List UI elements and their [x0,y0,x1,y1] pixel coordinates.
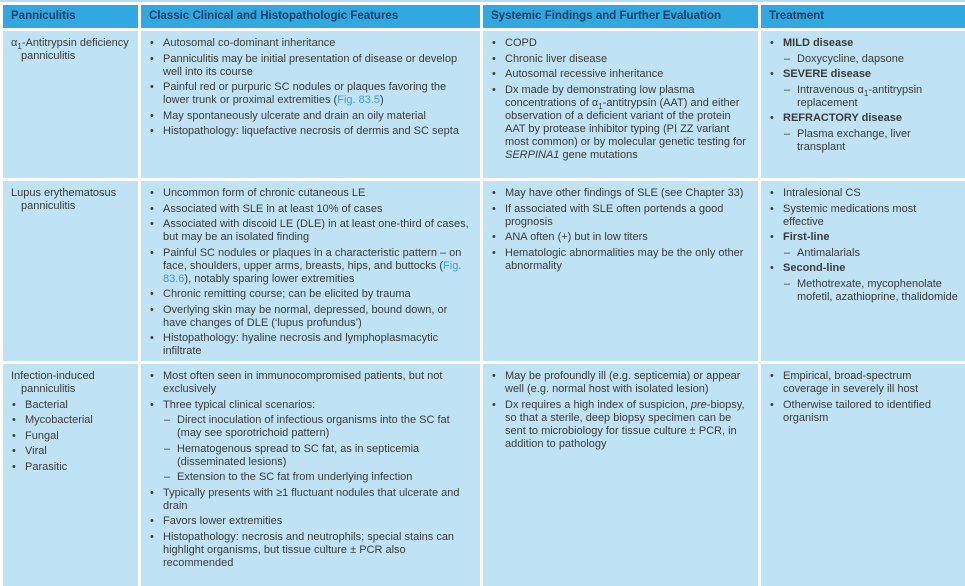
text-run: -antitrypsin (AAT) and either observation of a deficient variant of the protein AAT by protease inhibitor typing (PI ZZ variant most common) or by molecular genetic testing for [505,96,746,148]
item-text [505,68,663,80]
bullet-marker: • [12,429,16,442]
dash-marker: – [164,442,171,455]
item-text [177,414,450,439]
item-text [783,231,829,243]
row1-clinical-cell [141,31,480,178]
item-text [505,37,537,49]
bullet-marker: • [150,52,154,65]
bullet-marker: • [150,81,154,93]
bullet-item [11,461,132,474]
bullet-item [491,37,752,50]
row3-systemic-cell [483,364,758,586]
item-text [177,443,419,468]
row1-treatment-cell [761,31,965,178]
text-run: 1 [598,101,603,111]
bullet-item [491,399,752,451]
item-text [783,187,861,199]
sub-item [769,128,959,154]
text-run: α [11,37,18,49]
item-text [163,125,459,137]
dash-marker: – [164,471,171,483]
text-run: -biopsy, so that a sterile, deep biopsy specimen can be sent to microbiology for tissue culture ± PCR, in addition to pathology [505,398,745,450]
bullet-marker: • [492,231,496,243]
text-run: Extension to the SC fat from underlying infection [177,471,413,483]
bullet-marker: • [150,218,154,230]
text-run: Hematogenous spread to SC fat, as in septicemia (disseminated lesions) [177,442,420,468]
dash-marker: – [784,277,791,290]
bullet-marker: • [770,262,774,274]
item-text [163,370,442,395]
item-text [163,203,383,215]
bullet-item [11,445,132,458]
text-run: Infection-induced panniculitis [11,370,95,395]
item-text [797,53,904,65]
item-text [163,515,282,527]
bullet-marker: • [492,37,496,49]
item-text [505,84,746,161]
column-header-systemic-findings: Systemic Findings and Further Evaluation [483,5,758,28]
row-label-text [11,187,132,213]
bullet-item [149,487,474,513]
bullet-marker: • [492,246,496,259]
item-text [163,81,446,106]
bullet-marker: • [492,187,496,199]
item-text [177,471,412,483]
text-run: Doxycycline, dapsone [797,52,905,65]
bullet-item [149,531,474,570]
text-run: Antimalarials [797,246,860,259]
bullet-item [491,231,752,244]
text-run: Plasma exchange, liver transplant [797,127,911,153]
item-text [505,247,743,272]
item-text [505,370,740,395]
item-text [505,187,743,199]
text-run: Empirical, broad-spectrum coverage in severely ill host [783,370,919,395]
bullet-marker: • [150,202,154,215]
figure-link[interactable]: Fig. 83.6 [163,259,462,285]
item-text [783,68,871,80]
row3-label-cell [3,364,138,586]
bullet-item [769,203,959,229]
bullet-marker: • [150,530,154,543]
bullet-item [491,203,752,229]
item-text [505,53,607,65]
sub-item [769,53,959,66]
item-text [783,399,931,424]
bullet-item [149,187,474,200]
item-text [163,304,447,329]
item-text [163,187,365,199]
bullet-marker: • [150,125,154,137]
item-text [797,247,860,259]
bullet-item [149,370,474,396]
bullet-marker: • [492,370,496,382]
bullet-item [149,247,474,286]
item-text [163,110,426,122]
item-text [505,231,648,243]
item-text [163,247,461,285]
text-run: Lupus erythematosus panniculitis [11,187,117,212]
dash-marker: – [784,127,791,140]
text-run: Overlying skin may be normal, depressed, bound down, or have changes of DLE (‘lupus profundus’) [163,303,448,329]
bullet-marker: • [12,445,16,457]
bullet-item [769,231,959,244]
item-text [783,262,845,274]
bullet-marker: • [150,332,154,344]
sub-item [149,443,474,469]
item-text [163,399,315,411]
item-text [25,445,47,457]
bullet-marker: • [770,398,774,411]
text-run: May have other findings of SLE (see Chapter 33) [505,187,744,199]
text-run: Intravenous α [797,83,864,96]
bullet-item [11,399,132,412]
bullet-item [149,125,474,138]
bullet-marker: • [770,37,774,49]
text-run: gene mutations [559,148,638,161]
text-run: May spontaneously ulcerate and drain an oily material [163,109,426,122]
text-run: Uncommon form of chronic cutaneous LE [163,187,366,199]
bullet-marker: • [150,109,154,122]
bullet-item [769,370,959,396]
dash-marker: – [784,83,791,96]
text-run: 1 [863,88,869,98]
row2-clinical-cell [141,181,480,361]
bullet-marker: • [150,515,154,527]
bullet-marker: • [150,370,154,382]
text-run: Mycobacterial [25,414,93,426]
bullet-marker: • [150,288,154,300]
text-run: Viral [25,445,47,457]
bullet-marker: • [492,68,496,80]
text-run: Second-line [783,262,846,274]
text-run: Methotrexate, mycophenolate mofetil, azathioprine, thalidomide [797,277,958,303]
bullet-item [491,53,752,66]
bullet-item [149,203,474,216]
text-run: Hematologic abnormalities may be the only other abnormality [505,246,744,272]
text-run: ) [380,94,384,106]
bullet-item [769,112,959,125]
text-run: COPD [505,37,537,49]
sub-item [149,471,474,484]
text-run: Histopathology: liquefactive necrosis of dermis and SC septa [163,125,459,137]
item-text [163,531,454,569]
sub-item [769,84,959,110]
text-run: Histopathology: necrosis and neutrophils; special stains can highlight organisms, but tissue culture ± PCR also recommended [163,530,455,569]
row1-systemic-cell [483,31,758,178]
bullet-item [11,414,132,427]
item-text [783,203,916,228]
sub-item [149,414,474,440]
bullet-marker: • [492,202,496,215]
text-run: Dx made by demonstrating low plasma concentrations of α [505,83,695,109]
bullet-item [491,84,752,162]
item-text [25,399,68,411]
text-run: 1 [17,42,22,52]
dash-marker: – [164,414,171,426]
text-run: Histopathology: hyaline necrosis and lymphoplasmacytic infiltrate [163,332,439,357]
bullet-item [149,288,474,301]
text-run: May be profoundly ill (e.g. septicemia) or appear well (e.g. normal host with isolated lesion) [505,370,741,395]
bullet-item [491,187,752,200]
row2-label-cell [3,181,138,361]
bullet-item [11,430,132,443]
text-run: SEVERE disease [783,68,872,80]
item-text [163,37,335,49]
row2-systemic-cell [483,181,758,361]
dash-marker: – [784,52,791,65]
text-run: Associated with discoid LE (DLE) in at least one-third of cases, but may be an isolated finding [163,218,469,243]
text-run: ), notably sparing lower extremities [184,272,355,285]
row2-treatment-cell [761,181,965,361]
bullet-marker: • [150,398,154,411]
text-run: Favors lower extremities [163,515,283,527]
bullet-item [149,304,474,330]
row-label-text [11,37,132,63]
text-run: Chronic liver disease [505,52,608,65]
bullet-item [769,68,959,81]
text-run: Three typical clinical scenarios: [163,398,316,411]
text-run: REFRACTORY disease [783,112,903,124]
sub-item [769,278,959,304]
bullet-item [149,37,474,50]
bullet-marker: • [770,68,774,80]
text-run: Fungal [25,429,59,442]
bullet-item [149,53,474,79]
bullet-marker: • [150,37,154,49]
row-label-text [11,370,132,396]
bullet-item [149,515,474,528]
bullet-item [149,81,474,107]
item-text [505,399,745,450]
bullet-item [149,110,474,123]
text-run: Dx requires a high index of suspicion, [505,398,691,411]
text-run: Autosomal recessive inheritance [505,68,664,80]
bullet-marker: • [492,83,496,96]
text-run: Otherwise tailored to identified organism [783,398,931,424]
text-run: -antitrypsin replacement [797,83,923,109]
item-text [163,53,457,78]
sub-item [769,247,959,260]
bullet-marker: • [150,486,154,499]
item-text [797,278,958,303]
bullet-item [149,399,474,412]
bullet-item [491,247,752,273]
text-run: Intralesional CS [783,187,861,199]
item-text [163,218,469,243]
bullet-item [149,332,474,358]
figure-link[interactable]: Fig. 83.5 [337,94,381,106]
text-run: Typically presents with ≥1 fluctuant nodules that ulcerate and drain [163,486,460,512]
item-text [25,461,67,473]
text-run: MILD disease [783,37,854,49]
item-text [797,84,922,109]
text-run: ANA often (+) but in low titers [505,231,648,243]
item-text [783,370,918,395]
bullet-marker: • [150,246,154,259]
text-run: SERPINA1 [505,148,560,161]
bullet-marker: • [770,370,774,382]
bullet-marker: • [12,414,16,426]
bullet-item [491,68,752,81]
text-run: Painful red or purpuric SC nodules or plaques favoring the lower trunk or proximal extremities ( [163,81,447,106]
item-text [797,128,911,153]
item-text [163,288,411,300]
bullet-item [149,218,474,244]
item-text [25,414,93,426]
text-run: Systemic medications most effective [783,202,917,228]
row3-clinical-cell [141,364,480,586]
bullet-item [769,187,959,200]
bullet-marker: • [770,231,774,243]
bullet-item [491,370,752,396]
text-run: Associated with SLE in at least 10% of cases [163,202,383,215]
row1-label-cell [3,31,138,178]
bullet-item [769,262,959,275]
bullet-marker: • [150,303,154,316]
bullet-marker: • [770,112,774,124]
column-header-clinical-features: Classic Clinical and Histopathologic Features [141,5,480,28]
bullet-marker: • [770,202,774,215]
bullet-marker: • [12,460,16,473]
bullet-marker: • [150,187,154,199]
bullet-marker: • [492,52,496,65]
bullet-marker: • [12,398,16,411]
bullet-item [769,37,959,50]
text-run: Most often seen in immunocompromised patients, but not exclusively [163,370,443,395]
item-text [505,203,723,228]
row3-treatment-cell [761,364,965,586]
text-run: Chronic remitting course; can be elicited by trauma [163,288,411,300]
text-run: pre [690,398,707,411]
column-header-treatment: Treatment [761,5,965,28]
text-run: Panniculitis may be initial presentation of disease or develop well into its course [163,52,458,78]
item-text [783,37,853,49]
item-text [163,332,438,357]
bullet-item [769,399,959,425]
text-run: -Antitrypsin deficiency panniculitis [21,37,129,62]
item-text [163,487,459,512]
text-run: Bacterial [25,398,68,411]
text-run: Parasitic [25,460,68,473]
text-run: Autosomal co-dominant inheritance [163,37,336,49]
text-run: Direct inoculation of infectious organisms into the SC fat (may see sporotrichoid pattern) [177,414,450,439]
column-header-panniculitis: Panniculitis [3,5,138,28]
item-text [783,112,902,124]
text-run: If associated with SLE often portends a good prognosis [505,202,724,228]
item-text [25,430,59,442]
text-run: Painful SC nodules or plaques in a characteristic pattern – on face, shoulders, upper arms, breasts, hips, and buttocks ( [163,246,462,272]
bullet-marker: • [770,187,774,199]
dash-marker: – [784,246,791,259]
text-run: First-line [783,231,830,243]
bullet-marker: • [492,398,496,411]
